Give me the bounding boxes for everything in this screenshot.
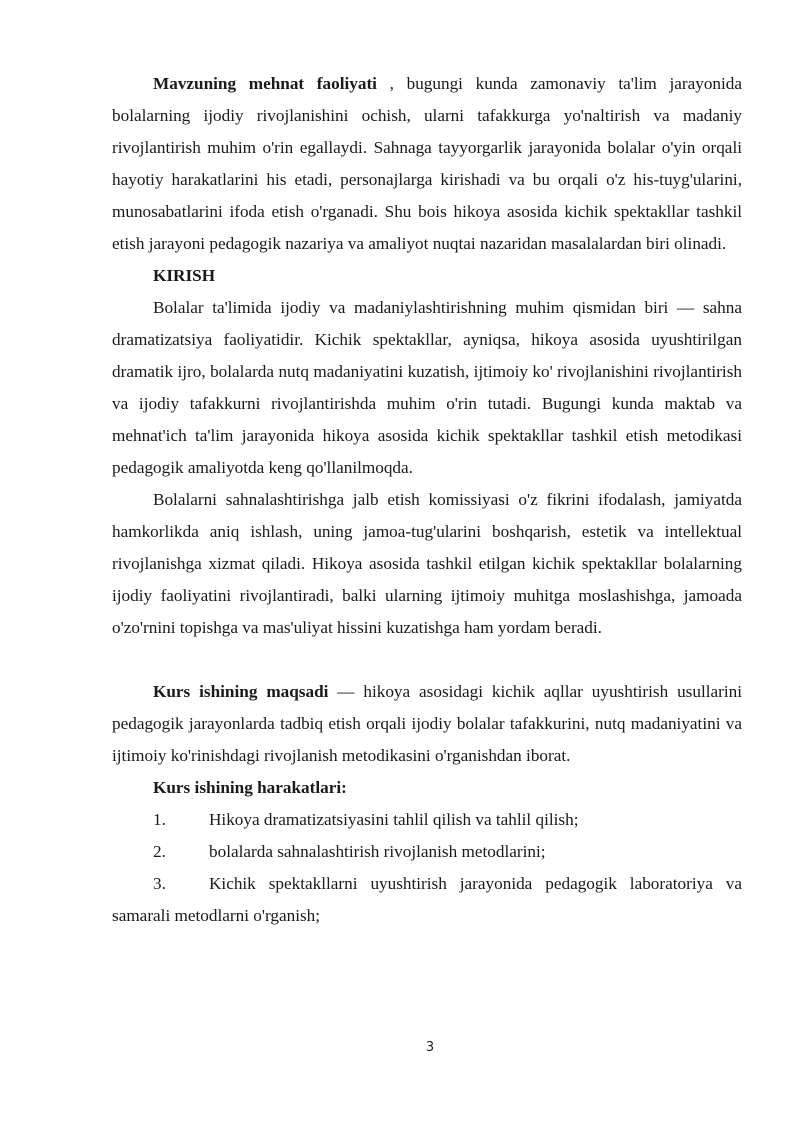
kirish-paragraph-2: Bolalarni sahnalashtirishga jalb etish komissiyasi o'z fikrini ifodalash, jamiyatda hamkorlikda aniq ishlash, uning jamoa-tug'ularini boshqarish, estetik va intellektual rivojlanishga xizmat qiladi. Hikoya asosida tashkil etilgan kichik spektakllar bolalarning ijodiy faoliyatini rivojlantiradi, balki ularning ijtimoiy muhitga moslashishga, jamoada o'zo'rnini topishga va mas'uliyat hissini kuzatishga ham yordam beradi.	[112, 490, 742, 637]
intro-text: , bugungi kunda zamonaviy ta'lim jarayonida bolalarning ijodiy rivojlanishini ochish, ularni tafakkurga yo'naltirish va madaniy rivojlantirish muhim o'rin egallaydi. Sahnaga tayyorgarlik jarayonida bolalar o'yin orqali hayotiy harakatlarini his etadi, personajlarga kirishadi va bu orqali o'z his-tuyg'ularini, munosabatlarini ifoda etish o'rganadi. Shu bois hikoya asosida kichik spektakllar tashkil etish jarayoni pedagogik nazariya va amaliyot nuqtai nazaridan masalalardan biri olinadi.	[112, 74, 742, 253]
list-item-text: Kichik spektakllarni uyushtirish jarayonida pedagogik laboratoriya va samarali metodlarni o'rganish;	[112, 874, 742, 925]
list-item-text: bolalarda sahnalashtirish rivojlanish metodlarini;	[209, 842, 546, 861]
goal-paragraph	[112, 676, 742, 772]
list-item-number: 3.	[153, 874, 166, 893]
blank-line	[112, 644, 742, 676]
list-item	[112, 804, 742, 836]
list-item-text: Hikoya dramatizatsiyasini tahlil qilish va tahlil qilish;	[209, 810, 579, 829]
page-number: 3	[425, 1040, 435, 1055]
list-item	[112, 836, 742, 868]
intro-paragraph	[112, 68, 742, 260]
tasks-heading: Kurs ishining harakatlari:	[153, 778, 347, 797]
list-item-number: 1.	[153, 810, 166, 829]
list-item	[112, 868, 742, 932]
kirish-paragraph-1: Bolalar ta'limida ijodiy va madaniylashtirishning muhim qismidan biri — sahna dramatizatsiya faoliyatidir. Kichik spektakllar, ayniqsa, hikoya asosida uyushtirilgan dramatik ijro, bolalarda nutq madaniyatini kuzatish, ijtimoiy ko' rivojlanishini rivojlantirish va ijodiy tafakkurni rivojlantirishda muhim o'rin tutadi. Bugungi kunda maktab va mehnat'ich ta'lim jarayonida hikoya asosida kichik spektakllar tashkil etish metodikasi pedagogik amaliyotda keng qo'llanilmoqda.	[112, 298, 742, 477]
goal-text: — hikoya asosidagi kichik aqllar uyushtirish usullarini pedagogik jarayonlarda tadbiq etish orqali ijodiy bolalar tafakkurini, nutq madaniyatini va ijtimoiy ko'rinishdagi rivojlanish metodikasini o'rganishdan iborat.	[112, 682, 742, 765]
list-item-number: 2.	[153, 842, 166, 861]
document-page	[112, 68, 742, 932]
goal-bold-lead: Kurs ishining maqsadi	[153, 682, 329, 701]
intro-bold-lead: Mavzuning mehnat faoliyati	[153, 74, 377, 93]
section-heading-kirish: KIRISH	[153, 266, 216, 285]
